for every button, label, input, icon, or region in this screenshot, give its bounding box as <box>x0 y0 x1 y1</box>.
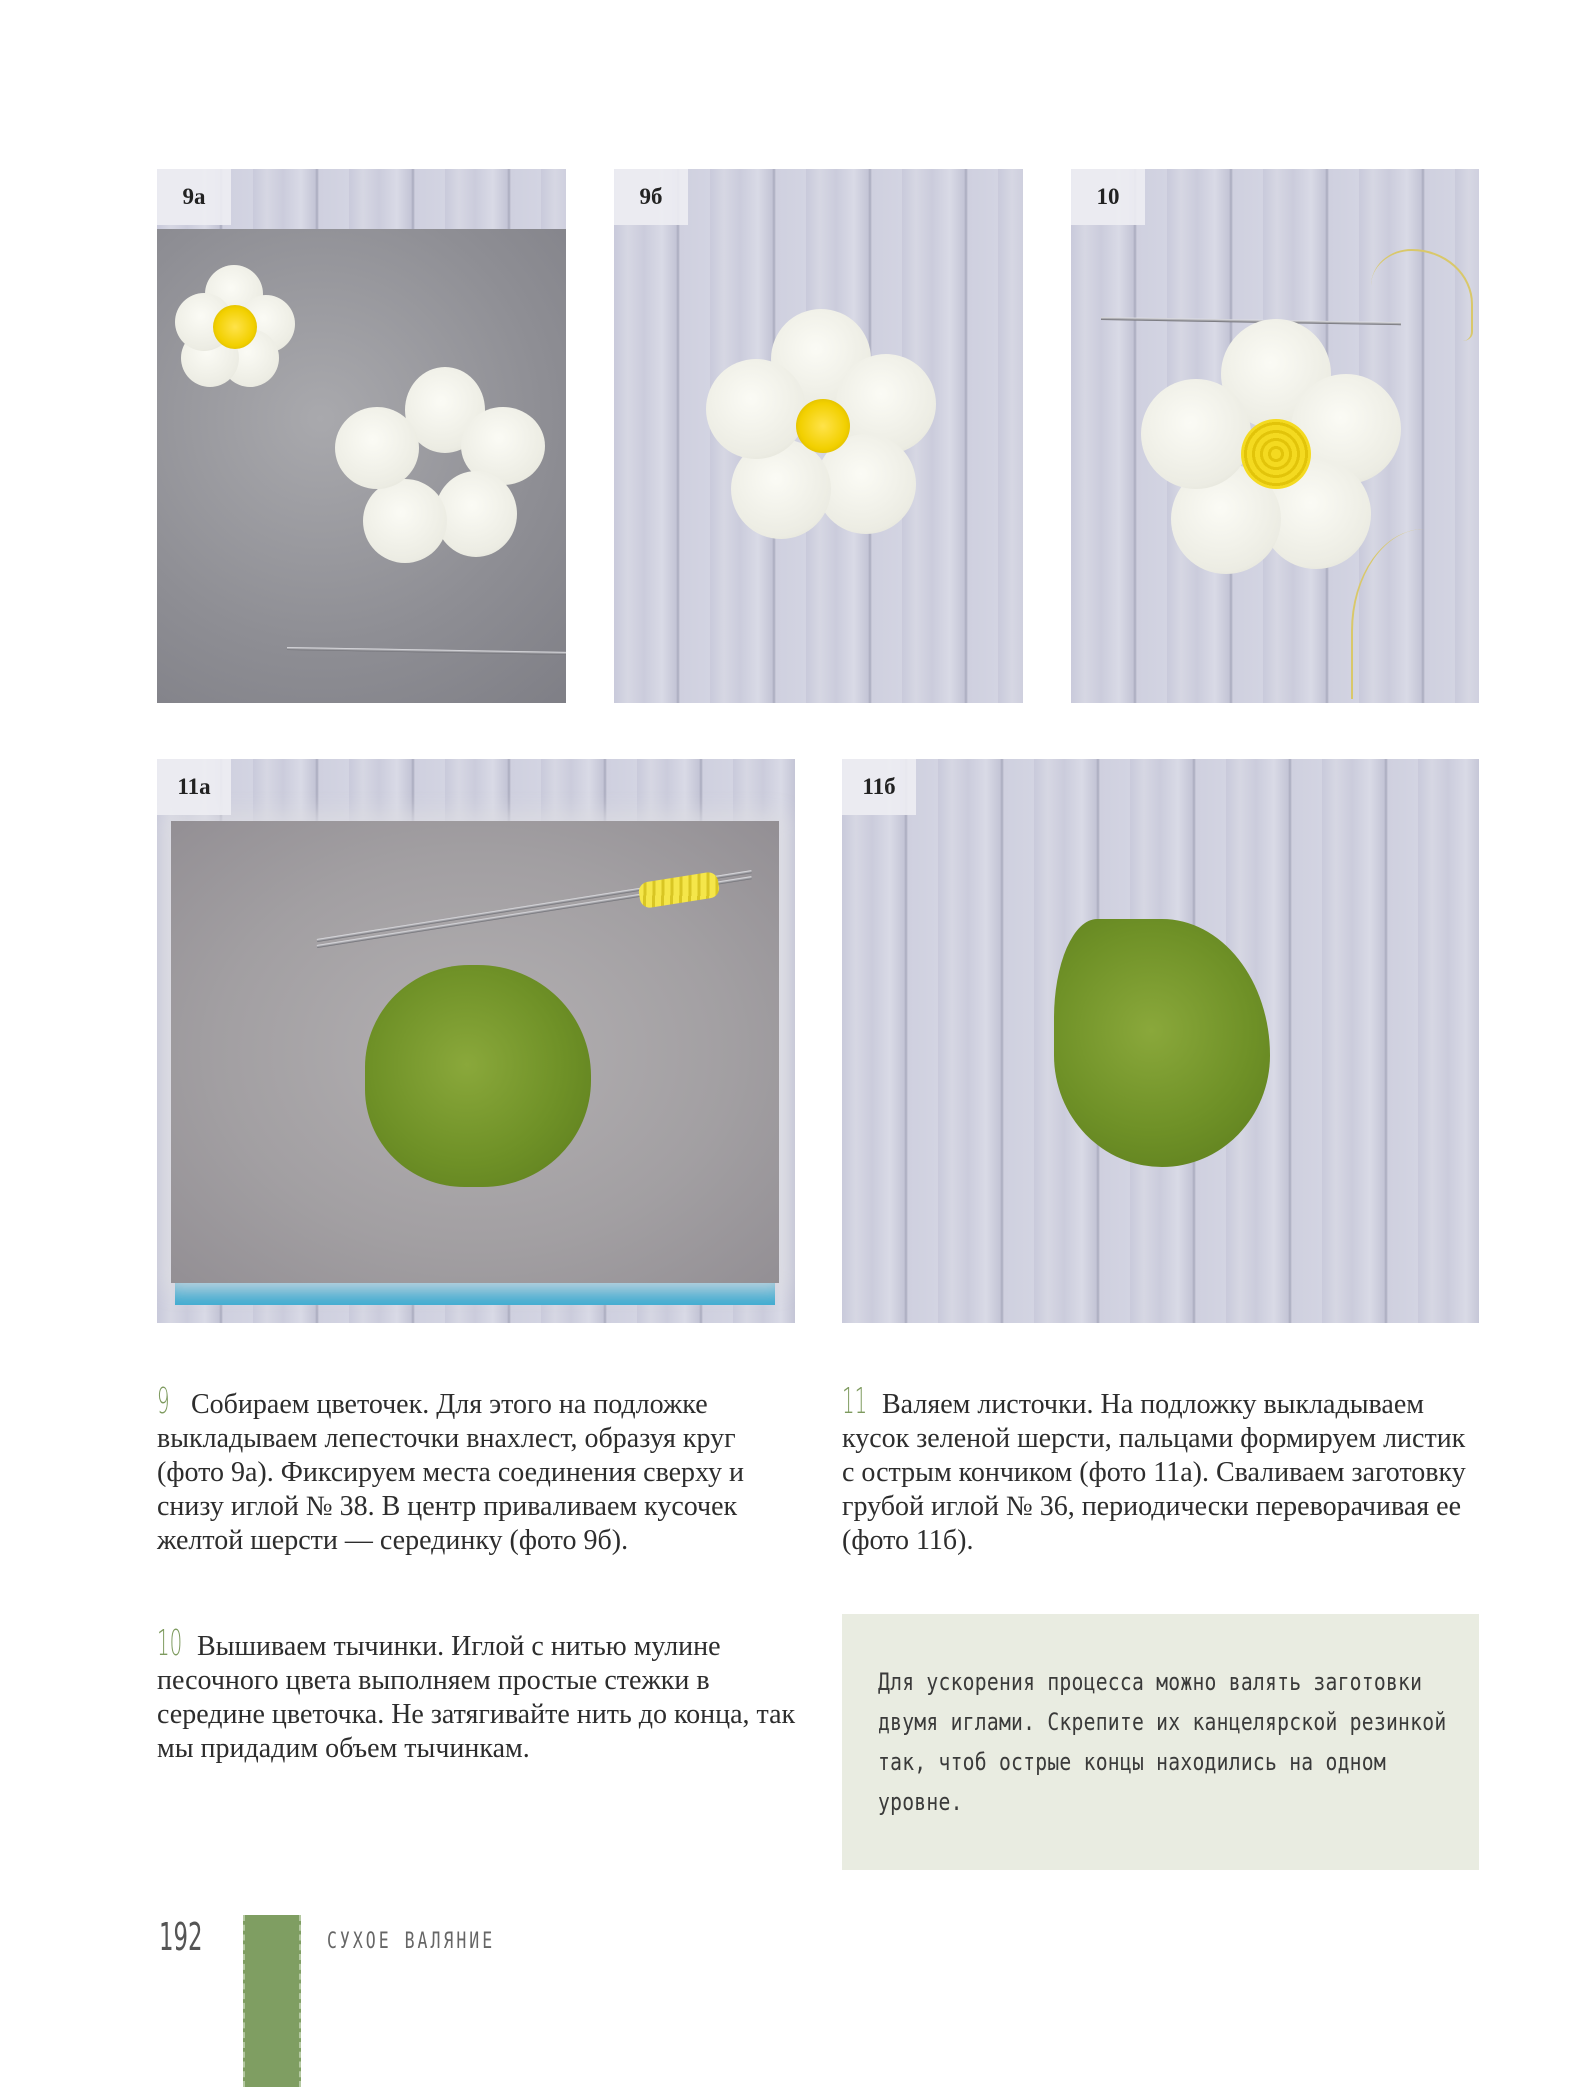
felted-flower <box>706 309 936 539</box>
tip-text: Для ускорения процесса можно валять заготовки двумя иглами. Скрепите их канцелярской резинкой так, чтоб острые концы находились на одном уровне. <box>878 1668 1447 1816</box>
photo-label: 11а <box>157 759 231 815</box>
step-number: 10 <box>157 1623 183 1664</box>
photo-9a <box>157 169 566 703</box>
photo-label: 9б <box>614 169 688 225</box>
photo-label: 10 <box>1071 169 1145 225</box>
photo-10 <box>1071 169 1479 703</box>
step-9 <box>157 1381 797 1558</box>
small-flower <box>175 265 295 385</box>
photo-9b <box>614 169 1023 703</box>
section-title: СУХОЕ ВАЛЯНИЕ <box>327 1929 496 1954</box>
photo-label: 9а <box>157 169 231 225</box>
felted-leaf <box>1054 919 1270 1167</box>
photo-11b <box>842 759 1479 1323</box>
bookmark-ribbon <box>243 1915 301 2087</box>
petals-flower <box>335 367 545 567</box>
step-text: Вышиваем тычинки. Иглой с нитью мулине песочного цвета выполняем простые стежки в середине цветочка. Не затягивайте нить до конца, так мы придадим объем тычинкам. <box>157 1631 796 1764</box>
page-number: 192 <box>159 1915 203 1959</box>
tip-box <box>842 1614 1479 1870</box>
step-10 <box>157 1623 797 1766</box>
step-text: Валяем листочки. На подложку выкладываем кусок зеленой шерсти, пальцами формируем листик с острым кончиком (фото 11а). Сваливаем заготовку грубой иглой № 36, периодически переворачивая ее (фото 11б). <box>842 1389 1466 1556</box>
green-wool <box>365 965 591 1187</box>
step-11 <box>842 1381 1479 1558</box>
embroidered-flower <box>1141 319 1401 579</box>
step-text: Собираем цветочек. Для этого на подложке выкладываем лепесточки внахлест, образуя круг (фото 9а). Фиксируем места соединения сверху и снизу иглой № 38. В центр приваливаем кусочек желтой шерсти — серединку (фото 9б). <box>157 1389 744 1556</box>
stamens <box>1241 419 1311 489</box>
step-number: 9 <box>157 1381 170 1422</box>
photo-11a <box>157 759 795 1323</box>
step-number: 11 <box>842 1381 868 1422</box>
photo-label: 11б <box>842 759 916 815</box>
